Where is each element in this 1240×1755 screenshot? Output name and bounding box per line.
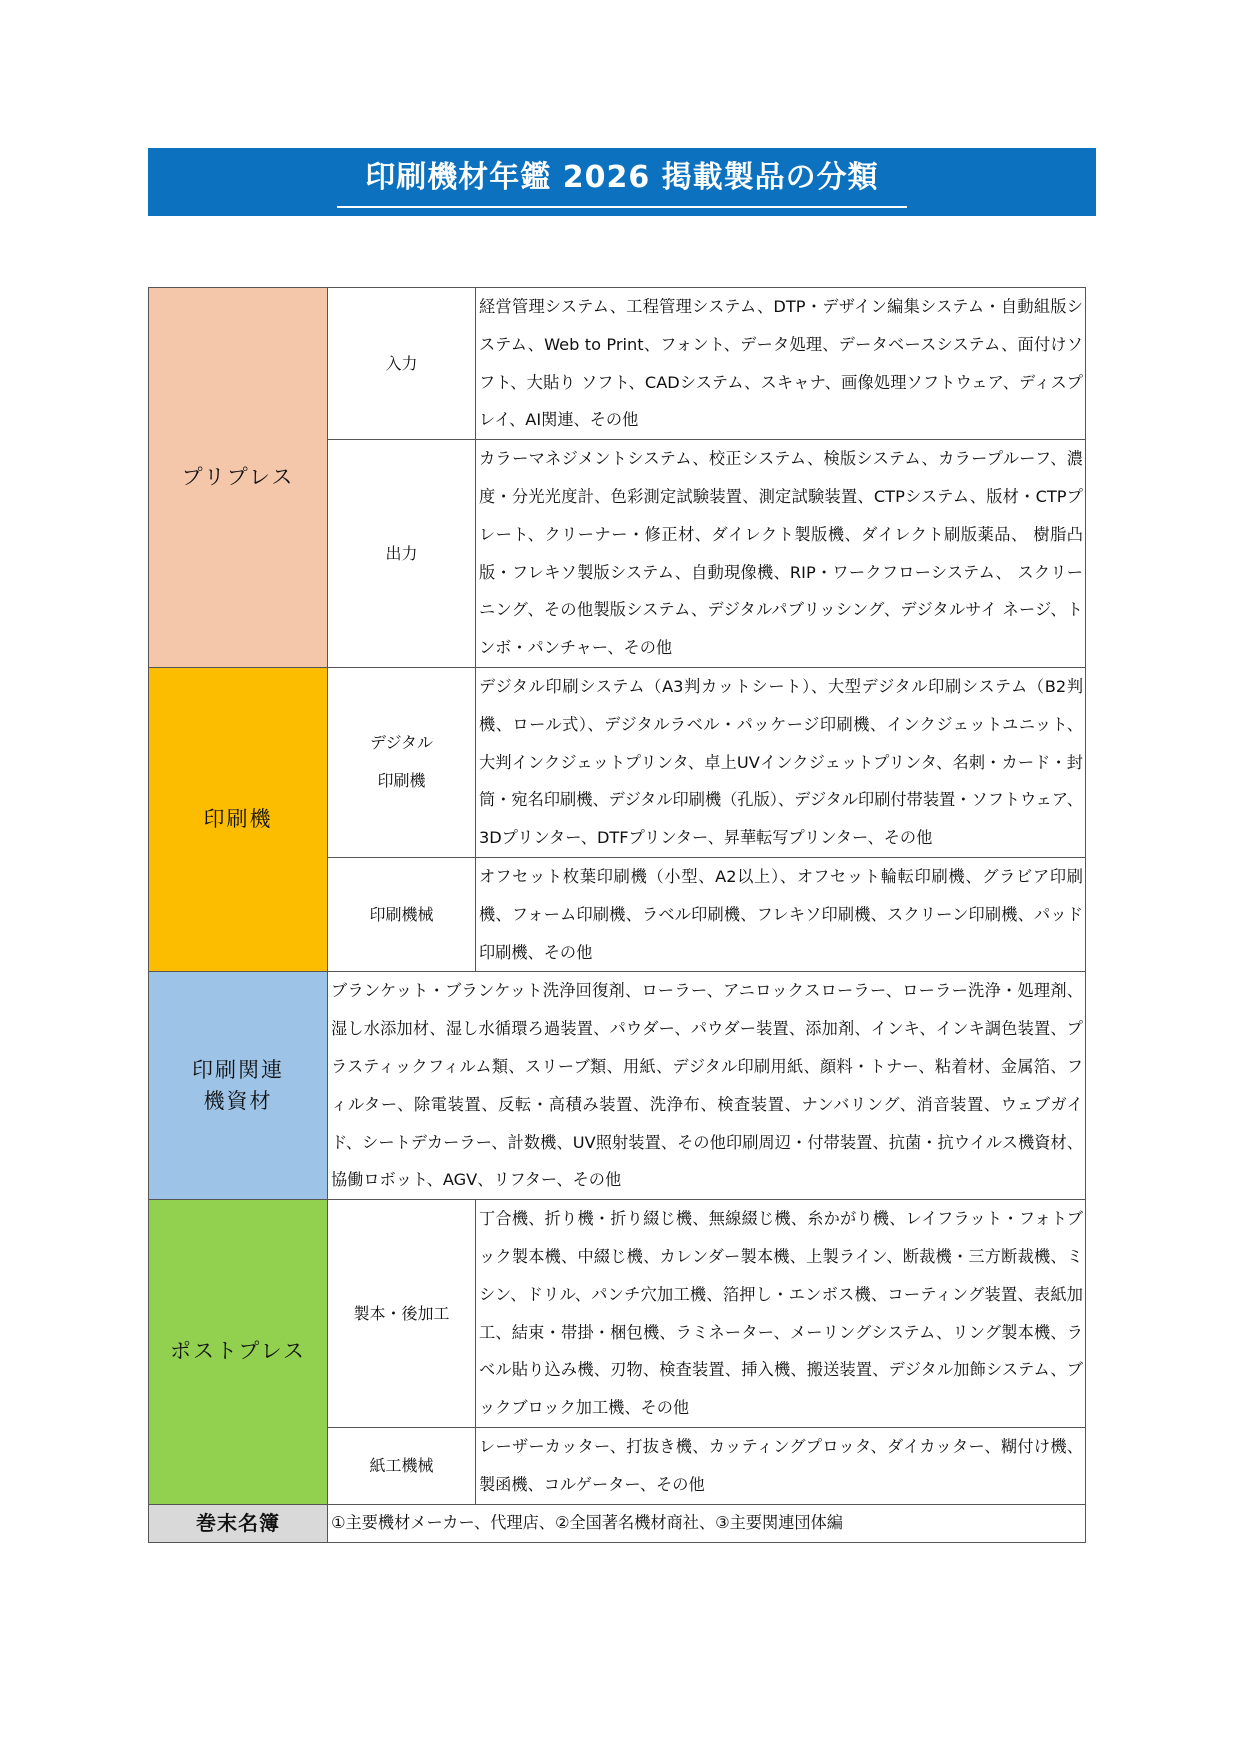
category-related-materials xyxy=(149,972,328,1200)
items-output: カラーマネジメントシステム、校正システム、検版システム、カラープルーフ、濃度・分光光度計、色彩測定試験装置、測定試験装置、CTPシステム、版材・CTPプレート、クリーナー・修正材、ダイレクト製版機、ダイレクト刷版薬品、 樹脂凸版・フレキソ製版システム、自動現像機、RIP・ワークフローシステム、 スクリーニング、その他製版システム、デジタルパブリッシング、デジタルサイ ネージ、トンボ・パンチャー、その他 xyxy=(476,440,1086,668)
title-banner xyxy=(148,148,1096,216)
items-press-machinery: オフセット枚葉印刷機（小型、A2以上）、オフセット輪転印刷機、グラビア印刷機、フォーム印刷機、ラベル印刷機、フレキソ印刷機、スクリーン印刷機、パッド印刷機、その他 xyxy=(476,857,1086,971)
subcategory-output: 出力 xyxy=(328,440,476,668)
subcategory-digital-line2: 印刷機 xyxy=(377,771,426,791)
subcategory-press-machinery: 印刷機械 xyxy=(328,857,476,971)
page-title: 印刷機材年鑑 2026 掲載製品の分類 xyxy=(337,156,906,208)
subcategory-input: 入力 xyxy=(328,288,476,440)
subcategory-digital-line1: デジタル xyxy=(369,733,434,753)
category-related-line1: 印刷関連 xyxy=(192,1057,284,1082)
table-row xyxy=(149,972,1086,1200)
classification-table xyxy=(148,287,1086,1543)
table-row xyxy=(149,1200,1086,1428)
table-row xyxy=(149,1504,1086,1542)
table-row xyxy=(149,288,1086,440)
subcategory-binding: 製本・後加工 xyxy=(328,1200,476,1428)
items-input: 経営管理システム、工程管理システム、DTP・デザイン編集システム・自動組版システム、Web to Print、フォント、データ処理、データベースシステム、面付けソフト、大貼り ソフト、CADシステム、スキャナ、画像処理ソフトウェア、ディスプレイ、AI関連、その他 xyxy=(476,288,1086,440)
items-directory: ①主要機材メーカー、代理店、②全国著名機材商社、③主要関連団体編 xyxy=(328,1504,1086,1542)
items-related-materials: ブランケット・ブランケット洗浄回復剤、ローラー、アニロックスローラー、ローラー洗浄・処理剤、湿し水添加材、湿し水循環ろ過装置、パウダー、パウダー装置、添加剤、インキ、インキ調色装置、プラスティックフィルム類、スリーブ類、用紙、デジタル印刷用紙、顔料・トナー、粘着材、金属箔、フィルター、除電装置、反転・高積み装置、洗浄布、検査装置、ナンバリング、消音装置、ウェブガイド、シートデカーラー、計数機、UV照射装置、その他印刷周辺・付帯装置、抗菌・抗ウイルス機資材、協働ロボット、AGV、リフター、その他 xyxy=(328,972,1086,1200)
category-prepress: プリプレス xyxy=(149,288,328,668)
category-directory: 巻末名簿 xyxy=(149,1504,328,1542)
items-digital-press: デジタル印刷システム（A3判カットシート）、大型デジタル印刷システム（B2判機、ロール式）、デジタルラベル・パッケージ印刷機、インクジェットユニット、 大判インクジェットプリンタ、卓上UVインクジェットプリンタ、名刺・カード・封筒・宛名印刷機、デジタル印刷機（孔版）、デジタル印刷付帯装置・ソフトウェア、 3Dプリンター、DTFプリンター、昇華転写プリンター、その他 xyxy=(476,667,1086,857)
category-press: 印刷機 xyxy=(149,667,328,971)
items-paper-converting: レーザーカッター、打抜き機、カッティングプロッタ、ダイカッター、糊付け機、製函機、コルゲーター、その他 xyxy=(476,1427,1086,1504)
subcategory-digital-press xyxy=(328,667,476,857)
items-binding: 丁合機、折り機・折り綴じ機、無線綴じ機、糸かがり機、レイフラット・フォトブック製本機、中綴じ機、カレンダー製本機、上製ライン、断裁機・三方断裁機、ミシン、ドリル、パンチ穴加工機、箔押し・エンボス機、コーティング装置、表紙加工、結束・帯掛・梱包機、ラミネーター、メーリングシステム、リング製本機、ラベル貼り込み機、刃物、検査装置、挿入機、搬送装置、デジタル加飾システム、ブックブロック加工機、その他 xyxy=(476,1200,1086,1428)
table-row xyxy=(149,667,1086,857)
subcategory-paper-converting: 紙工機械 xyxy=(328,1427,476,1504)
category-related-line2: 機資材 xyxy=(203,1088,273,1113)
category-postpress: ポストプレス xyxy=(149,1200,328,1504)
